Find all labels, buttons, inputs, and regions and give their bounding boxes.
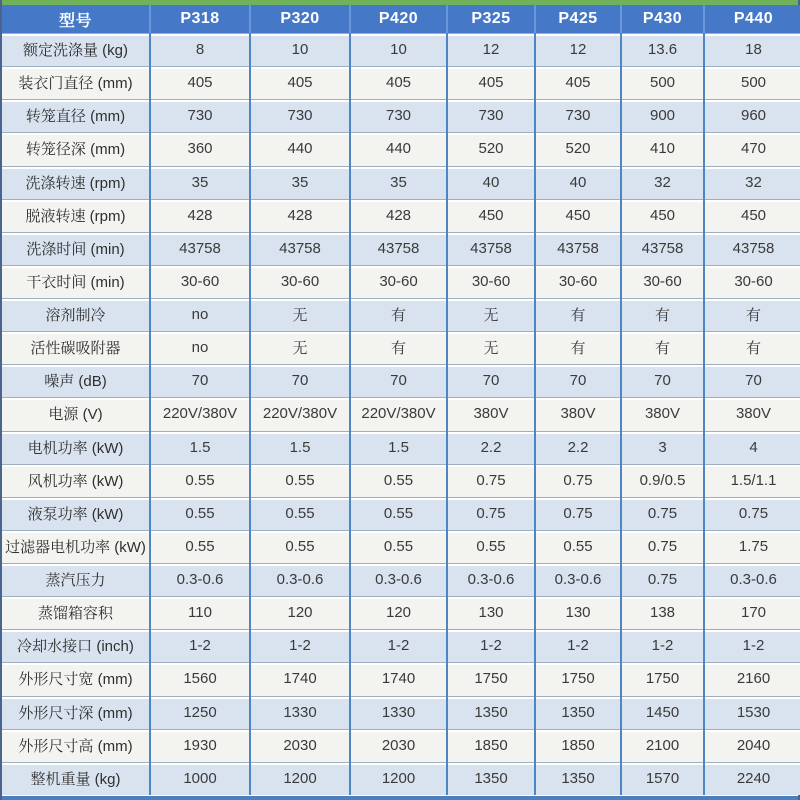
row-label: 液泵功率 (kW) bbox=[2, 497, 150, 530]
value-cell: 138 bbox=[621, 596, 704, 629]
value-cell: 43758 bbox=[350, 232, 447, 265]
value-cell: 无 bbox=[447, 331, 535, 364]
value-cell: 0.55 bbox=[250, 464, 350, 497]
row-label: 装衣门直径 (mm) bbox=[2, 66, 150, 99]
value-cell: 30-60 bbox=[535, 265, 621, 298]
value-cell: 0.75 bbox=[621, 563, 704, 596]
value-cell: 有 bbox=[704, 298, 800, 331]
row-label: 外形尺寸高 (mm) bbox=[2, 729, 150, 762]
row-label: 风机功率 (kW) bbox=[2, 464, 150, 497]
value-cell: 1750 bbox=[535, 662, 621, 695]
row-label: 噪声 (dB) bbox=[2, 364, 150, 397]
value-cell: 30-60 bbox=[621, 265, 704, 298]
value-cell: 1750 bbox=[447, 662, 535, 695]
value-cell: 1740 bbox=[350, 662, 447, 695]
value-cell: 450 bbox=[704, 199, 800, 232]
value-cell: 405 bbox=[250, 66, 350, 99]
value-cell: 70 bbox=[350, 364, 447, 397]
row-label: 溶剂制冷 bbox=[2, 298, 150, 331]
value-cell: 有 bbox=[350, 298, 447, 331]
value-cell: 30-60 bbox=[150, 265, 250, 298]
table-row bbox=[2, 729, 800, 762]
value-cell: 10 bbox=[350, 33, 447, 66]
value-cell: 405 bbox=[535, 66, 621, 99]
value-cell: 500 bbox=[704, 66, 800, 99]
value-cell: 30-60 bbox=[447, 265, 535, 298]
value-cell: 1350 bbox=[535, 762, 621, 795]
value-cell: 900 bbox=[621, 99, 704, 132]
value-cell: 520 bbox=[535, 132, 621, 165]
value-cell: 1-2 bbox=[704, 629, 800, 662]
value-cell: 0.55 bbox=[150, 530, 250, 563]
value-cell: 43758 bbox=[250, 232, 350, 265]
value-cell: 380V bbox=[621, 397, 704, 430]
value-cell: 500 bbox=[621, 66, 704, 99]
value-cell: 1740 bbox=[250, 662, 350, 695]
table-row bbox=[2, 364, 800, 397]
table-row bbox=[2, 166, 800, 199]
value-cell: 70 bbox=[447, 364, 535, 397]
value-cell: 1-2 bbox=[621, 629, 704, 662]
value-cell: 0.55 bbox=[250, 530, 350, 563]
row-label: 洗涤时间 (min) bbox=[2, 232, 150, 265]
row-label: 外形尺寸宽 (mm) bbox=[2, 662, 150, 695]
value-cell: no bbox=[150, 298, 250, 331]
value-cell: 1930 bbox=[150, 729, 250, 762]
value-cell: 1200 bbox=[350, 762, 447, 795]
value-cell: 1.5 bbox=[250, 431, 350, 464]
spec-table-body bbox=[2, 33, 800, 795]
value-cell: 32 bbox=[704, 166, 800, 199]
bottom-blue-stripe bbox=[2, 795, 798, 800]
value-cell: 0.55 bbox=[535, 530, 621, 563]
value-cell: 1200 bbox=[250, 762, 350, 795]
value-cell: 1530 bbox=[704, 696, 800, 729]
value-cell: 450 bbox=[447, 199, 535, 232]
value-cell: 32 bbox=[621, 166, 704, 199]
value-cell: 2030 bbox=[350, 729, 447, 762]
value-cell: 0.3-0.6 bbox=[350, 563, 447, 596]
value-cell: 30-60 bbox=[250, 265, 350, 298]
table-row bbox=[2, 66, 800, 99]
value-cell: 428 bbox=[250, 199, 350, 232]
table-row bbox=[2, 132, 800, 165]
row-label: 脱液转速 (rpm) bbox=[2, 199, 150, 232]
value-cell: 1.5 bbox=[150, 431, 250, 464]
row-label: 额定洗涤量 (kg) bbox=[2, 33, 150, 66]
value-cell: 43758 bbox=[535, 232, 621, 265]
value-cell: 0.3-0.6 bbox=[704, 563, 800, 596]
value-cell: 0.75 bbox=[704, 497, 800, 530]
header-cell-label: 型号 bbox=[2, 5, 150, 33]
row-label: 转笼径深 (mm) bbox=[2, 132, 150, 165]
value-cell: 1.5 bbox=[350, 431, 447, 464]
table-row bbox=[2, 33, 800, 66]
value-cell: 有 bbox=[704, 331, 800, 364]
table-row bbox=[2, 199, 800, 232]
value-cell: 43758 bbox=[704, 232, 800, 265]
row-label: 电机功率 (kW) bbox=[2, 431, 150, 464]
value-cell: 220V/380V bbox=[150, 397, 250, 430]
value-cell: 440 bbox=[350, 132, 447, 165]
value-cell: 无 bbox=[250, 298, 350, 331]
value-cell: 1-2 bbox=[150, 629, 250, 662]
value-cell: 70 bbox=[150, 364, 250, 397]
value-cell: 35 bbox=[350, 166, 447, 199]
value-cell: 428 bbox=[350, 199, 447, 232]
value-cell: 520 bbox=[447, 132, 535, 165]
table-row bbox=[2, 530, 800, 563]
value-cell: 2040 bbox=[704, 729, 800, 762]
table-row bbox=[2, 232, 800, 265]
value-cell: 2.2 bbox=[535, 431, 621, 464]
value-cell: 0.3-0.6 bbox=[250, 563, 350, 596]
value-cell: 1570 bbox=[621, 762, 704, 795]
row-label: 过滤器电机功率 (kW) bbox=[2, 530, 150, 563]
value-cell: 18 bbox=[704, 33, 800, 66]
header-cell-model: P318 bbox=[150, 5, 250, 33]
value-cell: 10 bbox=[250, 33, 350, 66]
table-row bbox=[2, 497, 800, 530]
value-cell: 2100 bbox=[621, 729, 704, 762]
value-cell: 410 bbox=[621, 132, 704, 165]
value-cell: 0.55 bbox=[150, 464, 250, 497]
value-cell: 有 bbox=[535, 298, 621, 331]
value-cell: 35 bbox=[250, 166, 350, 199]
table-row bbox=[2, 298, 800, 331]
value-cell: 130 bbox=[447, 596, 535, 629]
value-cell: 960 bbox=[704, 99, 800, 132]
value-cell: 43758 bbox=[621, 232, 704, 265]
table-row bbox=[2, 464, 800, 497]
value-cell: 30-60 bbox=[350, 265, 447, 298]
table-row bbox=[2, 629, 800, 662]
table-row bbox=[2, 762, 800, 795]
row-label: 电源 (V) bbox=[2, 397, 150, 430]
value-cell: 1350 bbox=[447, 762, 535, 795]
value-cell: 0.9/0.5 bbox=[621, 464, 704, 497]
value-cell: 1.5/1.1 bbox=[704, 464, 800, 497]
value-cell: 0.75 bbox=[535, 464, 621, 497]
value-cell: 1350 bbox=[535, 696, 621, 729]
value-cell: 405 bbox=[350, 66, 447, 99]
header-cell-model: P420 bbox=[350, 5, 447, 33]
value-cell: 4 bbox=[704, 431, 800, 464]
value-cell: 0.55 bbox=[350, 530, 447, 563]
value-cell: 1-2 bbox=[250, 629, 350, 662]
value-cell: 1350 bbox=[447, 696, 535, 729]
value-cell: 0.55 bbox=[250, 497, 350, 530]
value-cell: 450 bbox=[535, 199, 621, 232]
value-cell: 0.75 bbox=[621, 497, 704, 530]
value-cell: 130 bbox=[535, 596, 621, 629]
row-label: 整机重量 (kg) bbox=[2, 762, 150, 795]
table-row bbox=[2, 662, 800, 695]
value-cell: 3 bbox=[621, 431, 704, 464]
value-cell: 70 bbox=[250, 364, 350, 397]
value-cell: 0.75 bbox=[447, 497, 535, 530]
value-cell: 170 bbox=[704, 596, 800, 629]
value-cell: 1330 bbox=[250, 696, 350, 729]
table-row bbox=[2, 265, 800, 298]
spec-table bbox=[2, 5, 800, 795]
value-cell: 220V/380V bbox=[350, 397, 447, 430]
row-label: 外形尺寸深 (mm) bbox=[2, 696, 150, 729]
table-row bbox=[2, 563, 800, 596]
value-cell: 1850 bbox=[447, 729, 535, 762]
value-cell: 360 bbox=[150, 132, 250, 165]
value-cell: 0.55 bbox=[350, 464, 447, 497]
value-cell: 12 bbox=[535, 33, 621, 66]
header-cell-model: P320 bbox=[250, 5, 350, 33]
value-cell: 405 bbox=[150, 66, 250, 99]
value-cell: 有 bbox=[535, 331, 621, 364]
row-label: 蒸馏箱容积 bbox=[2, 596, 150, 629]
value-cell: 0.3-0.6 bbox=[535, 563, 621, 596]
value-cell: 有 bbox=[350, 331, 447, 364]
header-cell-model: P430 bbox=[621, 5, 704, 33]
value-cell: 1560 bbox=[150, 662, 250, 695]
value-cell: 730 bbox=[150, 99, 250, 132]
value-cell: 730 bbox=[250, 99, 350, 132]
value-cell: 120 bbox=[250, 596, 350, 629]
value-cell: 730 bbox=[447, 99, 535, 132]
value-cell: 2.2 bbox=[447, 431, 535, 464]
value-cell: 470 bbox=[704, 132, 800, 165]
value-cell: 428 bbox=[150, 199, 250, 232]
value-cell: 12 bbox=[447, 33, 535, 66]
row-label: 冷却水接口 (inch) bbox=[2, 629, 150, 662]
value-cell: 0.75 bbox=[447, 464, 535, 497]
value-cell: 0.75 bbox=[621, 530, 704, 563]
row-label: 蒸汽压力 bbox=[2, 563, 150, 596]
value-cell: 43758 bbox=[150, 232, 250, 265]
value-cell: 1450 bbox=[621, 696, 704, 729]
value-cell: 450 bbox=[621, 199, 704, 232]
value-cell: 1250 bbox=[150, 696, 250, 729]
value-cell: 380V bbox=[447, 397, 535, 430]
header-cell-model: P325 bbox=[447, 5, 535, 33]
value-cell: 1850 bbox=[535, 729, 621, 762]
table-row bbox=[2, 331, 800, 364]
value-cell: 110 bbox=[150, 596, 250, 629]
value-cell: 70 bbox=[704, 364, 800, 397]
value-cell: 1-2 bbox=[447, 629, 535, 662]
value-cell: 440 bbox=[250, 132, 350, 165]
value-cell: 0.55 bbox=[447, 530, 535, 563]
value-cell: 40 bbox=[447, 166, 535, 199]
value-cell: 2160 bbox=[704, 662, 800, 695]
value-cell: 35 bbox=[150, 166, 250, 199]
row-label: 转笼直径 (mm) bbox=[2, 99, 150, 132]
value-cell: 0.75 bbox=[535, 497, 621, 530]
value-cell: 730 bbox=[350, 99, 447, 132]
value-cell: 380V bbox=[704, 397, 800, 430]
value-cell: 1-2 bbox=[350, 629, 447, 662]
value-cell: 1-2 bbox=[535, 629, 621, 662]
row-label: 干衣时间 (min) bbox=[2, 265, 150, 298]
value-cell: 13.6 bbox=[621, 33, 704, 66]
value-cell: 1000 bbox=[150, 762, 250, 795]
value-cell: 0.3-0.6 bbox=[447, 563, 535, 596]
value-cell: 405 bbox=[447, 66, 535, 99]
value-cell: 40 bbox=[535, 166, 621, 199]
value-cell: 380V bbox=[535, 397, 621, 430]
table-row bbox=[2, 696, 800, 729]
value-cell: 2030 bbox=[250, 729, 350, 762]
table-row bbox=[2, 99, 800, 132]
value-cell: 1.75 bbox=[704, 530, 800, 563]
value-cell: no bbox=[150, 331, 250, 364]
value-cell: 有 bbox=[621, 331, 704, 364]
value-cell: 0.55 bbox=[350, 497, 447, 530]
header-cell-model: P440 bbox=[704, 5, 800, 33]
value-cell: 120 bbox=[350, 596, 447, 629]
value-cell: 43758 bbox=[447, 232, 535, 265]
value-cell: 无 bbox=[447, 298, 535, 331]
value-cell: 220V/380V bbox=[250, 397, 350, 430]
row-label: 洗涤转速 (rpm) bbox=[2, 166, 150, 199]
value-cell: 无 bbox=[250, 331, 350, 364]
header-row bbox=[2, 5, 800, 33]
table-row bbox=[2, 596, 800, 629]
value-cell: 730 bbox=[535, 99, 621, 132]
value-cell: 1330 bbox=[350, 696, 447, 729]
value-cell: 0.55 bbox=[150, 497, 250, 530]
header-cell-model: P425 bbox=[535, 5, 621, 33]
table-row bbox=[2, 431, 800, 464]
value-cell: 1750 bbox=[621, 662, 704, 695]
table-row bbox=[2, 397, 800, 430]
value-cell: 70 bbox=[535, 364, 621, 397]
value-cell: 70 bbox=[621, 364, 704, 397]
value-cell: 30-60 bbox=[704, 265, 800, 298]
row-label: 活性碳吸附器 bbox=[2, 331, 150, 364]
value-cell: 8 bbox=[150, 33, 250, 66]
value-cell: 2240 bbox=[704, 762, 800, 795]
value-cell: 有 bbox=[621, 298, 704, 331]
value-cell: 0.3-0.6 bbox=[150, 563, 250, 596]
